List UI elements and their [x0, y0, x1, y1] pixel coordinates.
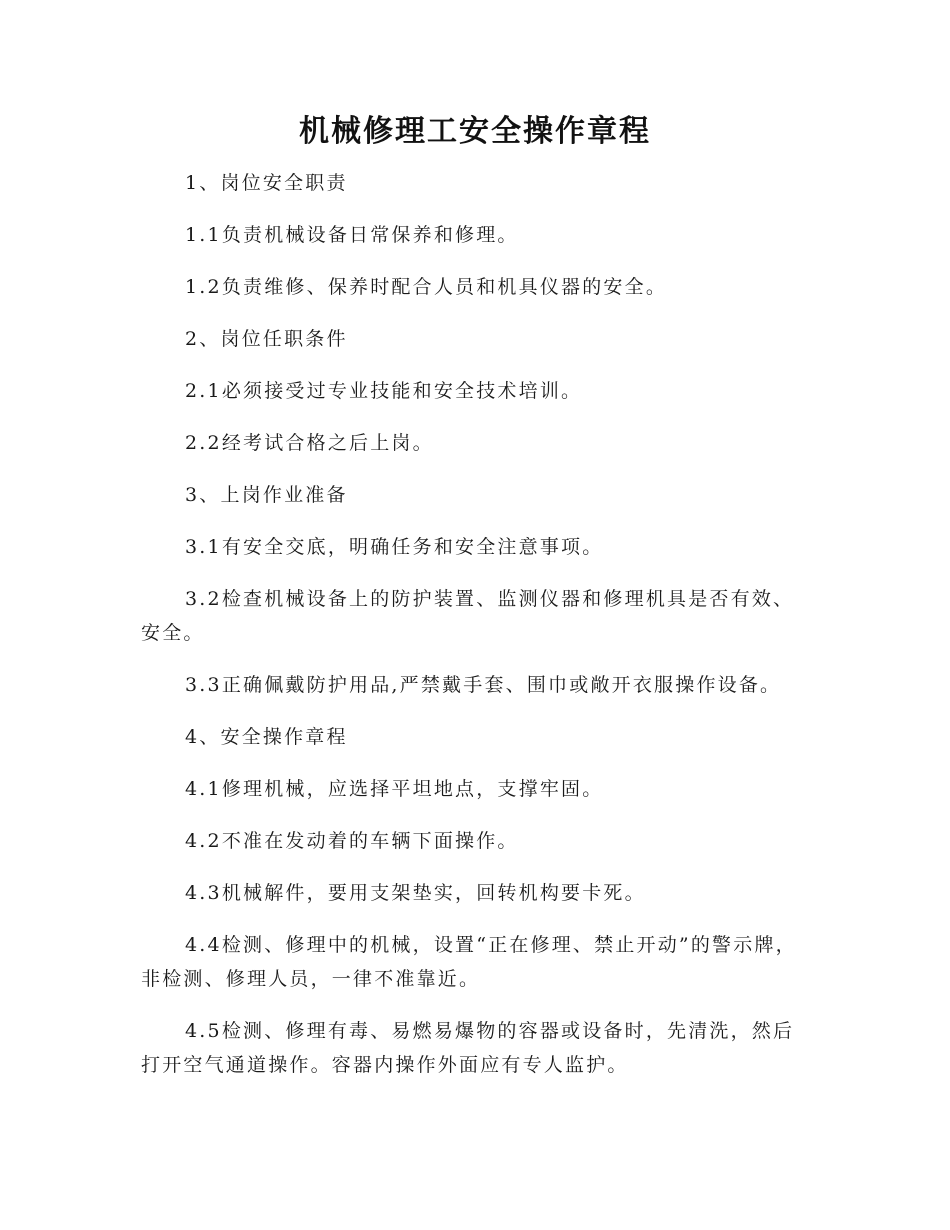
section-heading-2: 2、岗位任职条件	[185, 328, 348, 350]
clause-4-5: 4.5检测、修理有毒、易燃易爆物的容器或设备时，先清洗，然后打开空气通道操作。容器内操作外面应有专人监护。	[141, 1020, 795, 1076]
clause-4-4: 4.4检测、修理中的机械，设置“正在修理、禁止开动”的警示牌，非检测、修理人员，一律不准靠近。	[141, 934, 797, 990]
clause-3-1: 3.1有安全交底，明确任务和安全注意事项。	[185, 536, 604, 558]
clause-4-3: 4.3机械解件，要用支架垫实，回转机构要卡死。	[185, 882, 646, 904]
document-body	[141, 166, 813, 1100]
clause-3-3: 3.3正确佩戴防护用品,严禁戴手套、围巾或敞开衣服操作设备。	[185, 674, 782, 696]
document-title: 机械修理工安全操作章程	[299, 114, 651, 149]
clause-3-2: 3.2检查机械设备上的防护装置、监测仪器和修理机具是否有效、安全。	[141, 588, 795, 644]
clause-1-1: 1.1负责机械设备日常保养和修理。	[185, 224, 519, 246]
clause-2-2: 2.2经考试合格之后上岗。	[185, 432, 434, 454]
section-heading-1: 1、岗位安全职责	[185, 172, 348, 194]
section-heading-3: 3、上岗作业准备	[185, 484, 348, 506]
clause-1-2: 1.2负责维修、保养时配合人员和机具仪器的安全。	[185, 276, 668, 298]
section-heading-4: 4、安全操作章程	[185, 726, 348, 748]
clause-2-1: 2.1必须接受过专业技能和安全技术培训。	[185, 380, 583, 402]
clause-4-2: 4.2不准在发动着的车辆下面操作。	[185, 830, 519, 852]
clause-4-1: 4.1修理机械，应选择平坦地点，支撑牢固。	[185, 778, 604, 800]
